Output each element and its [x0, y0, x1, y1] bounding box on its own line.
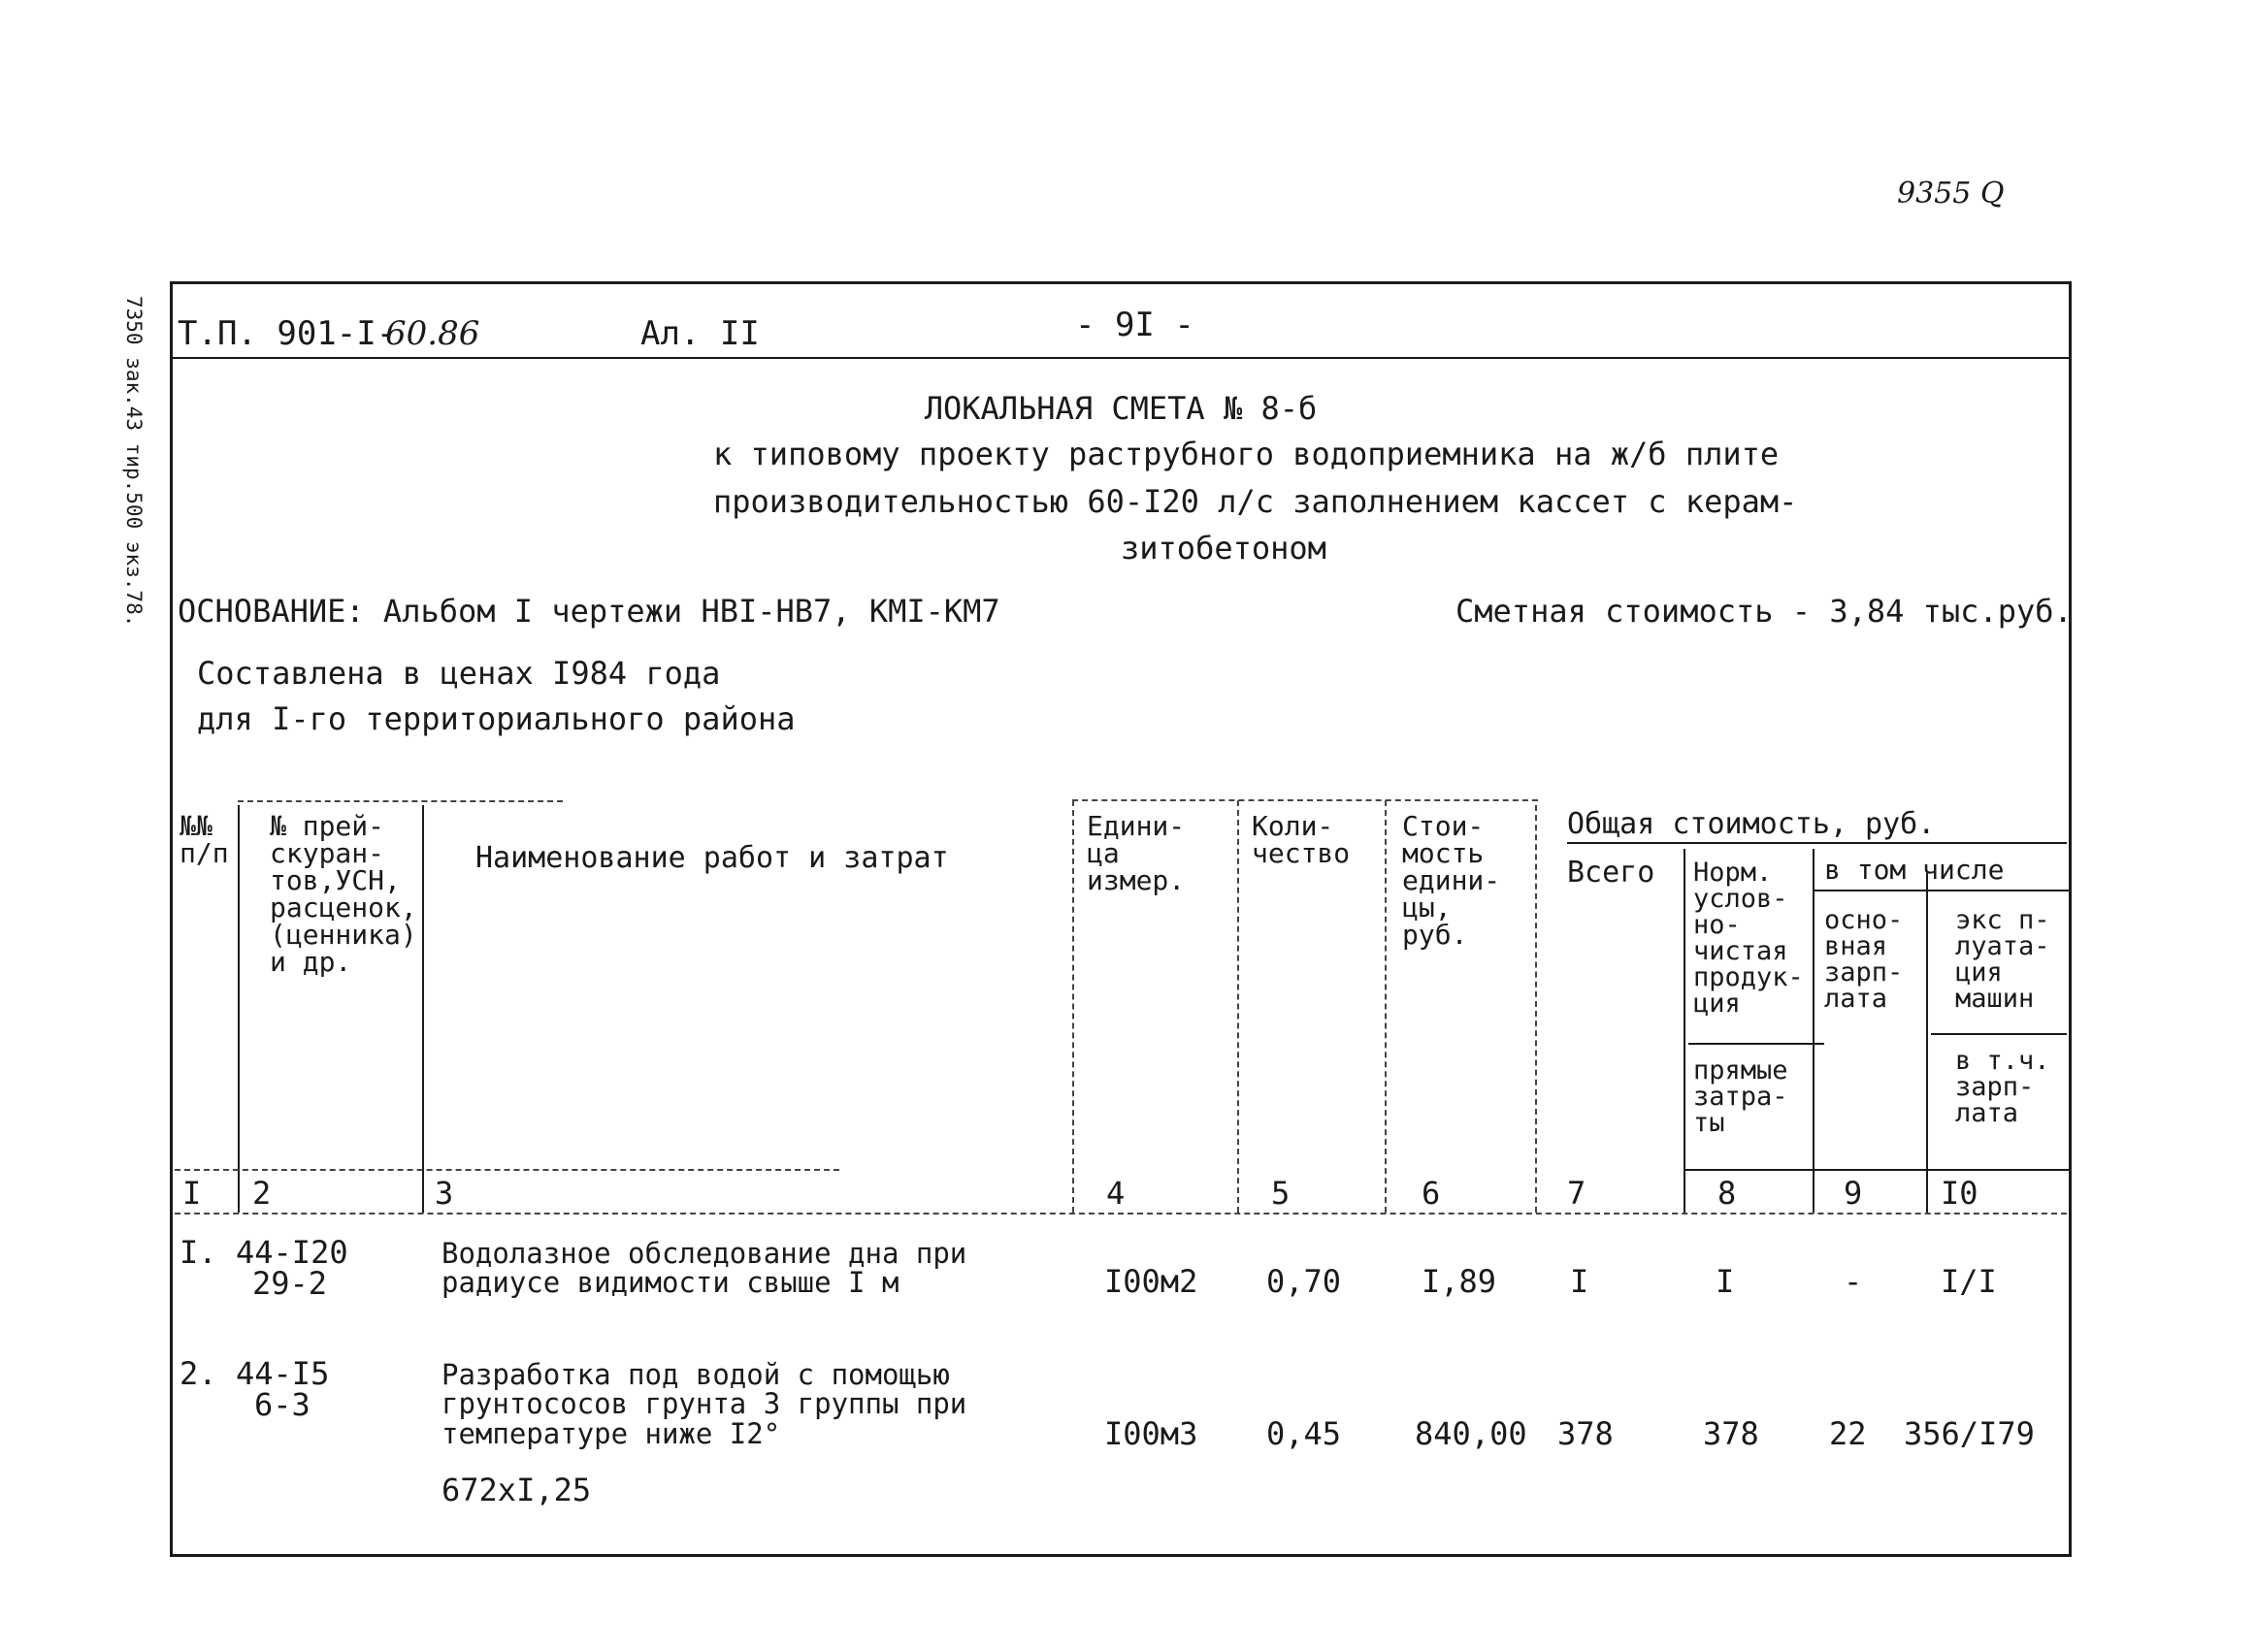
grid-line	[1567, 842, 2067, 844]
row-total: I	[1570, 1263, 1589, 1300]
row-unit: I00м3	[1104, 1415, 1198, 1452]
header-machine-wage: в т.ч. зарп- лата	[1955, 1046, 2050, 1128]
column-number: 4	[1106, 1175, 1126, 1212]
project-code-handwritten: 60.86	[385, 314, 480, 353]
column-number: 2	[252, 1175, 272, 1212]
grid-line	[1926, 873, 1928, 1213]
grid-line	[1072, 799, 1538, 801]
grid-line	[422, 805, 424, 1213]
grid-line	[1072, 800, 1074, 1213]
column-number: 8	[1717, 1175, 1737, 1212]
row-unit-cost: 840,00	[1415, 1415, 1527, 1452]
grid-line	[1684, 1169, 2072, 1171]
header-direct-costs: прямые затра- ты	[1693, 1055, 1788, 1138]
title-line-2: к типовому проекту раструбного водоприемника на ж/б плите	[713, 436, 1780, 472]
column-number: 7	[1567, 1175, 1586, 1212]
estimated-cost: Сметная стоимость - 3,84 тыс.руб.	[1455, 593, 2073, 630]
grid-line	[175, 1169, 839, 1171]
grid-line	[1684, 849, 1685, 1213]
project-code: Т.П. 901-I-	[178, 314, 397, 353]
row-total: 378	[1557, 1415, 1614, 1452]
page-number: - 9I -	[1075, 306, 1194, 344]
header-including: в том числе	[1824, 854, 2005, 886]
row-base-wage: 22	[1829, 1415, 1867, 1452]
row-quantity: 0,70	[1266, 1263, 1342, 1300]
row-machine-operation: 356/I79	[1904, 1415, 2035, 1452]
header-total-cost: Общая стоимость, руб.	[1567, 807, 1936, 841]
column-number: 9	[1844, 1175, 1863, 1212]
row-unit: I00м2	[1104, 1263, 1198, 1300]
row-quantity: 0,45	[1266, 1415, 1342, 1452]
header-price-list: № прей- скуран- тов,УСН, расценок, (ценника) и др.	[270, 810, 417, 978]
row-unit-cost: I,89	[1422, 1263, 1497, 1300]
row-code-sub: 6-3	[254, 1386, 311, 1423]
row-code-sub: 29-2	[252, 1265, 328, 1302]
header-net-production: Норм. услов- но- чистая продук- ция	[1693, 858, 1804, 1019]
row-code: 44-I20	[236, 1234, 348, 1271]
header-work-name: Наименование работ и затрат	[475, 841, 949, 875]
header-divider	[170, 357, 2072, 359]
grid-line	[238, 805, 240, 1213]
grid-line	[1688, 1043, 1824, 1045]
header-machine-operation: экс п- луата- ция машин	[1955, 905, 2050, 1014]
grid-line	[1813, 849, 1815, 1213]
row-number: 2.	[180, 1355, 217, 1392]
row-work-name: Водолазное обследование дна при радиусе видимости свыше I м	[441, 1237, 967, 1300]
header-quantity: Коли- чество	[1252, 810, 1351, 869]
title-line-3: производительностью 60-I20 л/с заполнением кассет с керам-	[713, 483, 1798, 520]
title-line-4: зитобетоном	[1121, 530, 1326, 567]
estimate-title: ЛОКАЛЬНАЯ СМЕТА № 8-б	[924, 390, 1318, 427]
header-base-wage: осно- вная зарп- лата	[1824, 905, 1904, 1014]
row-calculation-note: 672хI,25	[441, 1472, 592, 1508]
column-number: I	[182, 1175, 202, 1212]
print-order-note: 7350 зак.43 тир.500 экз.78.	[122, 296, 146, 628]
column-number: I0	[1941, 1175, 1978, 1212]
grid-line	[1385, 800, 1387, 1213]
column-number: 3	[435, 1175, 454, 1212]
header-row-number: №№ п/п	[180, 810, 229, 869]
grid-line	[1931, 1033, 2067, 1035]
grid-line	[1535, 805, 1537, 1213]
row-work-name: Разработка под водой с помощью грунтососов грунта 3 группы при температуре ниже I2°	[441, 1358, 967, 1450]
row-base-wage: -	[1844, 1263, 1863, 1300]
header-unit-cost: Стои- мость едини- цы, руб.	[1402, 810, 1501, 951]
album-label: Ал. II	[640, 314, 760, 353]
row-number: I.	[180, 1234, 217, 1271]
header-total: Всего	[1567, 856, 1655, 890]
header-unit: Едини- ца измер.	[1087, 810, 1186, 896]
grid-line	[1815, 890, 2072, 891]
compiled-region: для I-го территориального района	[197, 700, 796, 737]
grid-line	[238, 800, 563, 802]
archive-number: 9355 Q	[1897, 177, 2005, 211]
column-number: 5	[1271, 1175, 1291, 1212]
basis-text: ОСНОВАНИЕ: Альбом I чертежи НВI-НВ7, КМI-КМ7	[178, 593, 1000, 630]
row-net-production: 378	[1703, 1415, 1759, 1452]
row-code: 44-I5	[236, 1355, 330, 1392]
grid-line	[175, 1213, 2067, 1215]
row-machine-operation: I/I	[1941, 1263, 1997, 1300]
row-net-production: I	[1716, 1263, 1735, 1300]
compiled-prices: Составлена в ценах I984 года	[197, 655, 721, 692]
grid-line	[1237, 800, 1239, 1213]
column-number: 6	[1422, 1175, 1441, 1212]
